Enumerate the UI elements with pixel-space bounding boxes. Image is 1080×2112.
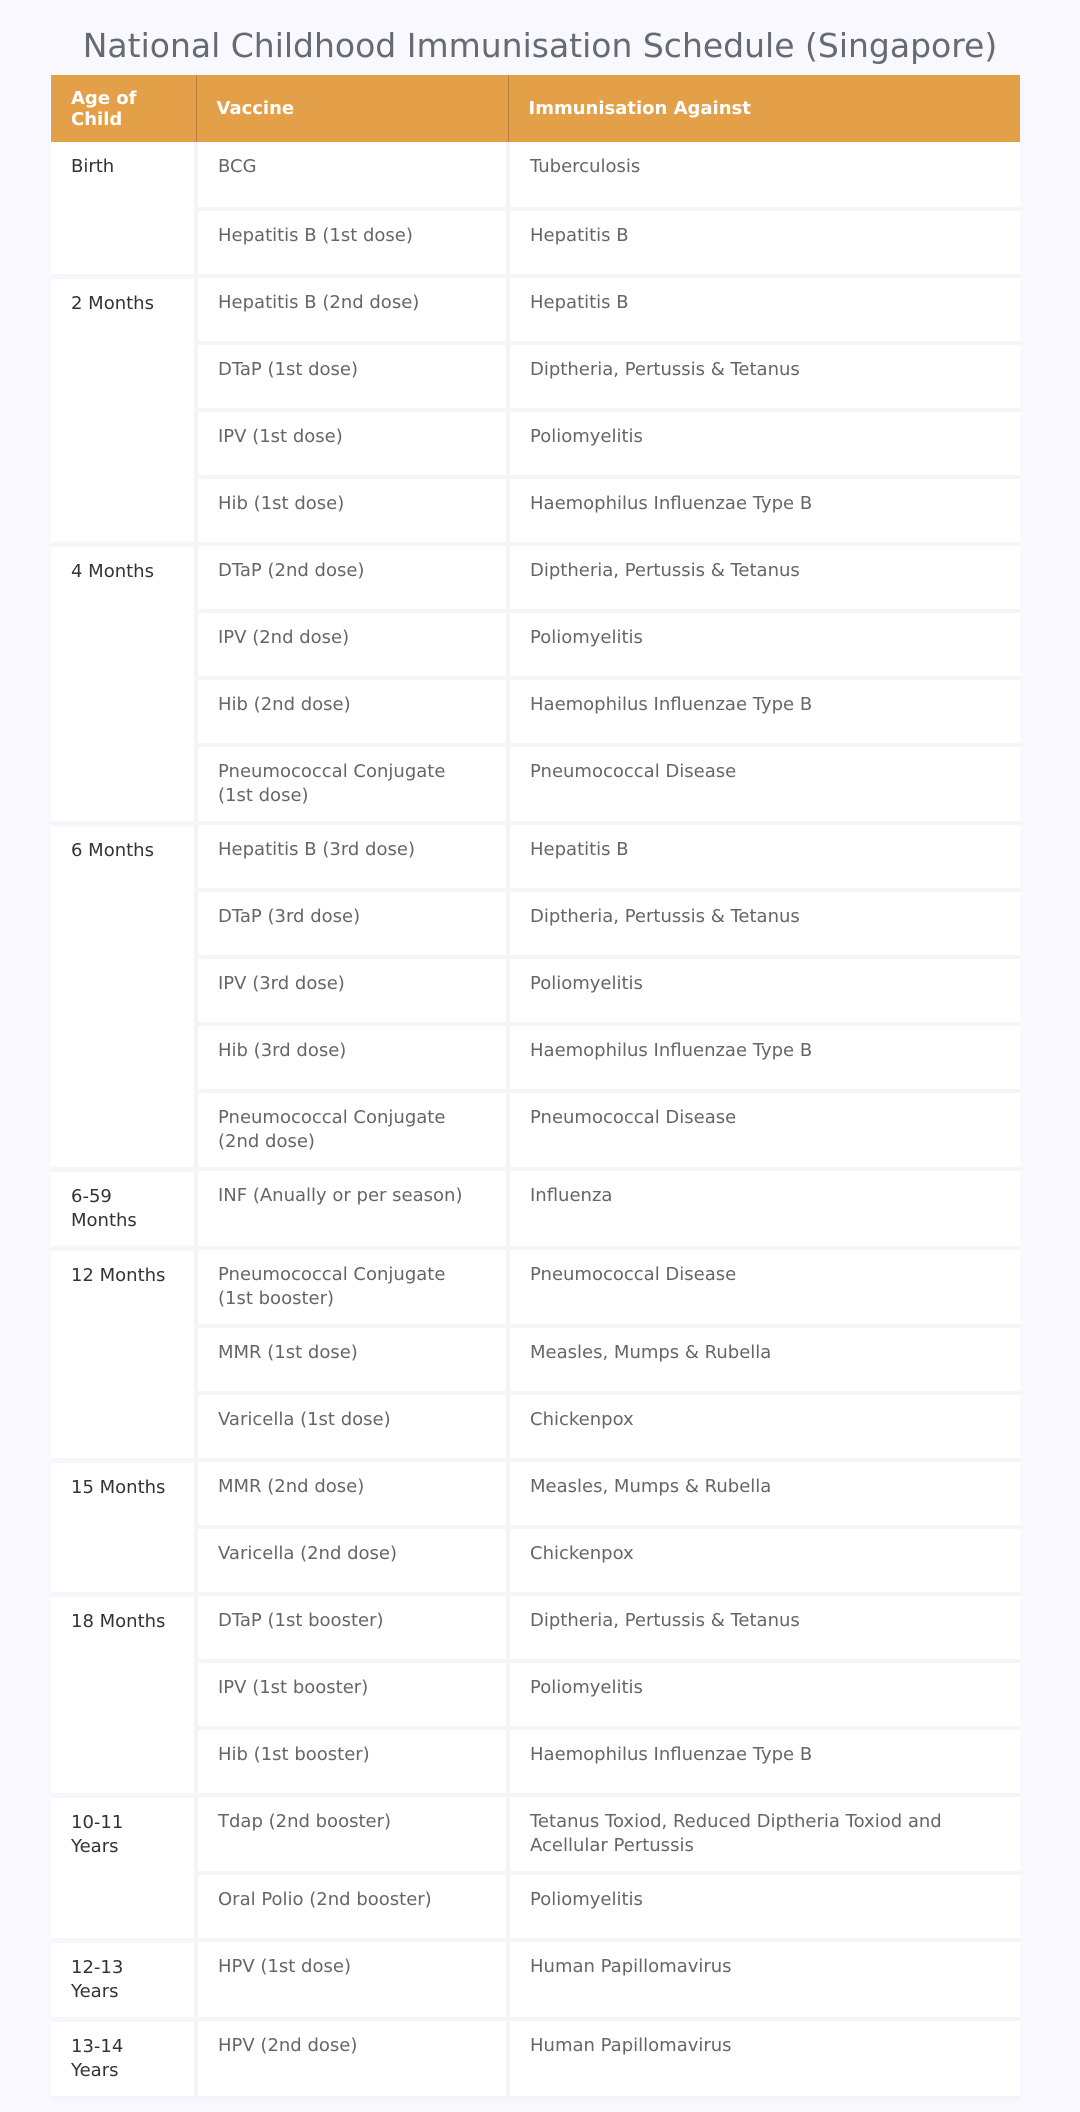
vaccine-cell: HPV (2nd dose) — [196, 2019, 508, 2098]
table-row — [51, 343, 1020, 410]
age-cell: 10-11 Years — [51, 1795, 196, 1940]
age-cell: 6 Months — [51, 823, 196, 1169]
immunisation-against-cell: Diptheria, Pertussis & Tetanus — [508, 890, 1020, 957]
immunisation-against-cell: Hepatitis B — [508, 823, 1020, 890]
immunisation-against-cell: Poliomyelitis — [508, 611, 1020, 678]
table-row — [51, 745, 1020, 823]
vaccine-cell: DTaP (3rd dose) — [196, 890, 508, 957]
age-cell: 15 Months — [51, 1460, 196, 1594]
vaccine-cell: DTaP (1st booster) — [196, 1594, 508, 1661]
age-cell: 13-14 Years — [51, 2019, 196, 2098]
immunisation-against-cell: Tetanus Toxiod, Reduced Diptheria Toxiod and Acellular Pertussis — [508, 1795, 1020, 1873]
vaccine-cell: Hib (1st booster) — [196, 1728, 508, 1795]
age-cell: 12 Months — [51, 1248, 196, 1460]
age-cell: 12-13 Years — [51, 1940, 196, 2019]
table-row — [51, 477, 1020, 544]
vaccine-cell: Hib (1st dose) — [196, 477, 508, 544]
table-row — [51, 1169, 1020, 1248]
age-cell: 6-59 Months — [51, 1169, 196, 1248]
vaccine-cell: Tdap (2nd booster) — [196, 1795, 508, 1873]
vaccine-cell: DTaP (2nd dose) — [196, 544, 508, 611]
table-row — [51, 890, 1020, 957]
immunisation-against-cell: Diptheria, Pertussis & Tetanus — [508, 343, 1020, 410]
immunisation-against-cell: Poliomyelitis — [508, 1873, 1020, 1940]
immunisation-against-cell: Pneumococcal Disease — [508, 1091, 1020, 1169]
immunisation-against-cell: Chickenpox — [508, 1527, 1020, 1594]
table-row — [51, 1326, 1020, 1393]
vaccine-cell: IPV (2nd dose) — [196, 611, 508, 678]
table-row — [51, 1091, 1020, 1169]
vaccine-cell: Pneumococcal Conjugate (1st booster) — [196, 1248, 508, 1326]
table-row — [51, 142, 1020, 209]
vaccine-cell: IPV (1st dose) — [196, 410, 508, 477]
vaccine-cell: IPV (1st booster) — [196, 1661, 508, 1728]
age-cell: 4 Months — [51, 544, 196, 823]
vaccine-cell: Pneumococcal Conjugate (2nd dose) — [196, 1091, 508, 1169]
header-vaccine: Vaccine — [196, 75, 508, 142]
vaccine-cell: DTaP (1st dose) — [196, 343, 508, 410]
immunisation-against-cell: Human Papillomavirus — [508, 2019, 1020, 2098]
table-row — [51, 678, 1020, 745]
table-row — [51, 611, 1020, 678]
table-row — [51, 1248, 1020, 1326]
table-row — [51, 1940, 1020, 2019]
page-title: National Childhood Immunisation Schedule (Singapore) — [82, 26, 998, 65]
table-body — [51, 142, 1020, 2098]
vaccine-cell: IPV (3rd dose) — [196, 957, 508, 1024]
vaccine-cell: Hepatitis B (1st dose) — [196, 209, 508, 276]
table-header — [51, 75, 1020, 142]
vaccine-cell: Oral Polio (2nd booster) — [196, 1873, 508, 1940]
age-cell: 2 Months — [51, 276, 196, 544]
header-age: Age of Child — [51, 75, 196, 142]
table-row — [51, 1024, 1020, 1091]
vaccine-cell: Hib (2nd dose) — [196, 678, 508, 745]
table-row — [51, 2019, 1020, 2098]
vaccine-cell: INF (Anually or per season) — [196, 1169, 508, 1248]
table-row — [51, 1393, 1020, 1460]
table-row — [51, 823, 1020, 890]
immunisation-against-cell: Influenza — [508, 1169, 1020, 1248]
immunisation-against-cell: Chickenpox — [508, 1393, 1020, 1460]
immunisation-against-cell: Measles, Mumps & Rubella — [508, 1460, 1020, 1527]
table-row — [51, 276, 1020, 343]
immunisation-against-cell: Poliomyelitis — [508, 957, 1020, 1024]
vaccine-cell: Hib (3rd dose) — [196, 1024, 508, 1091]
vaccine-cell: BCG — [196, 142, 508, 209]
immunisation-against-cell: Pneumococcal Disease — [508, 745, 1020, 823]
immunisation-against-cell: Diptheria, Pertussis & Tetanus — [508, 544, 1020, 611]
immunisation-against-cell: Human Papillomavirus — [508, 1940, 1020, 2019]
table-row — [51, 1728, 1020, 1795]
immunisation-against-cell: Poliomyelitis — [508, 410, 1020, 477]
table-row — [51, 1795, 1020, 1873]
vaccine-cell: Pneumococcal Conjugate (1st dose) — [196, 745, 508, 823]
immunisation-against-cell: Haemophilus Influenzae Type B — [508, 678, 1020, 745]
immunisation-against-cell: Haemophilus Influenzae Type B — [508, 1728, 1020, 1795]
immunisation-against-cell: Diptheria, Pertussis & Tetanus — [508, 1594, 1020, 1661]
immunisation-table — [51, 75, 1020, 2101]
age-cell: Birth — [51, 142, 196, 276]
table-row — [51, 209, 1020, 276]
immunisation-against-cell: Haemophilus Influenzae Type B — [508, 477, 1020, 544]
header-immunisation-against: Immunisation Against — [508, 75, 1020, 142]
immunisation-against-cell: Hepatitis B — [508, 276, 1020, 343]
immunisation-against-cell: Hepatitis B — [508, 209, 1020, 276]
vaccine-cell: MMR (2nd dose) — [196, 1460, 508, 1527]
table-row — [51, 957, 1020, 1024]
header-row — [51, 75, 1020, 142]
table-row — [51, 1594, 1020, 1661]
age-cell: 18 Months — [51, 1594, 196, 1795]
immunisation-against-cell: Poliomyelitis — [508, 1661, 1020, 1728]
vaccine-cell: Varicella (2nd dose) — [196, 1527, 508, 1594]
vaccine-cell: Hepatitis B (2nd dose) — [196, 276, 508, 343]
immunisation-against-cell: Pneumococcal Disease — [508, 1248, 1020, 1326]
vaccine-cell: HPV (1st dose) — [196, 1940, 508, 2019]
table-row — [51, 1460, 1020, 1527]
vaccine-cell: MMR (1st dose) — [196, 1326, 508, 1393]
vaccine-cell: Varicella (1st dose) — [196, 1393, 508, 1460]
immunisation-against-cell: Haemophilus Influenzae Type B — [508, 1024, 1020, 1091]
immunisation-against-cell: Measles, Mumps & Rubella — [508, 1326, 1020, 1393]
table-row — [51, 1527, 1020, 1594]
immunisation-against-cell: Tuberculosis — [508, 142, 1020, 209]
table-row — [51, 544, 1020, 611]
vaccine-cell: Hepatitis B (3rd dose) — [196, 823, 508, 890]
table-row — [51, 1873, 1020, 1940]
table-row — [51, 410, 1020, 477]
table-row — [51, 1661, 1020, 1728]
